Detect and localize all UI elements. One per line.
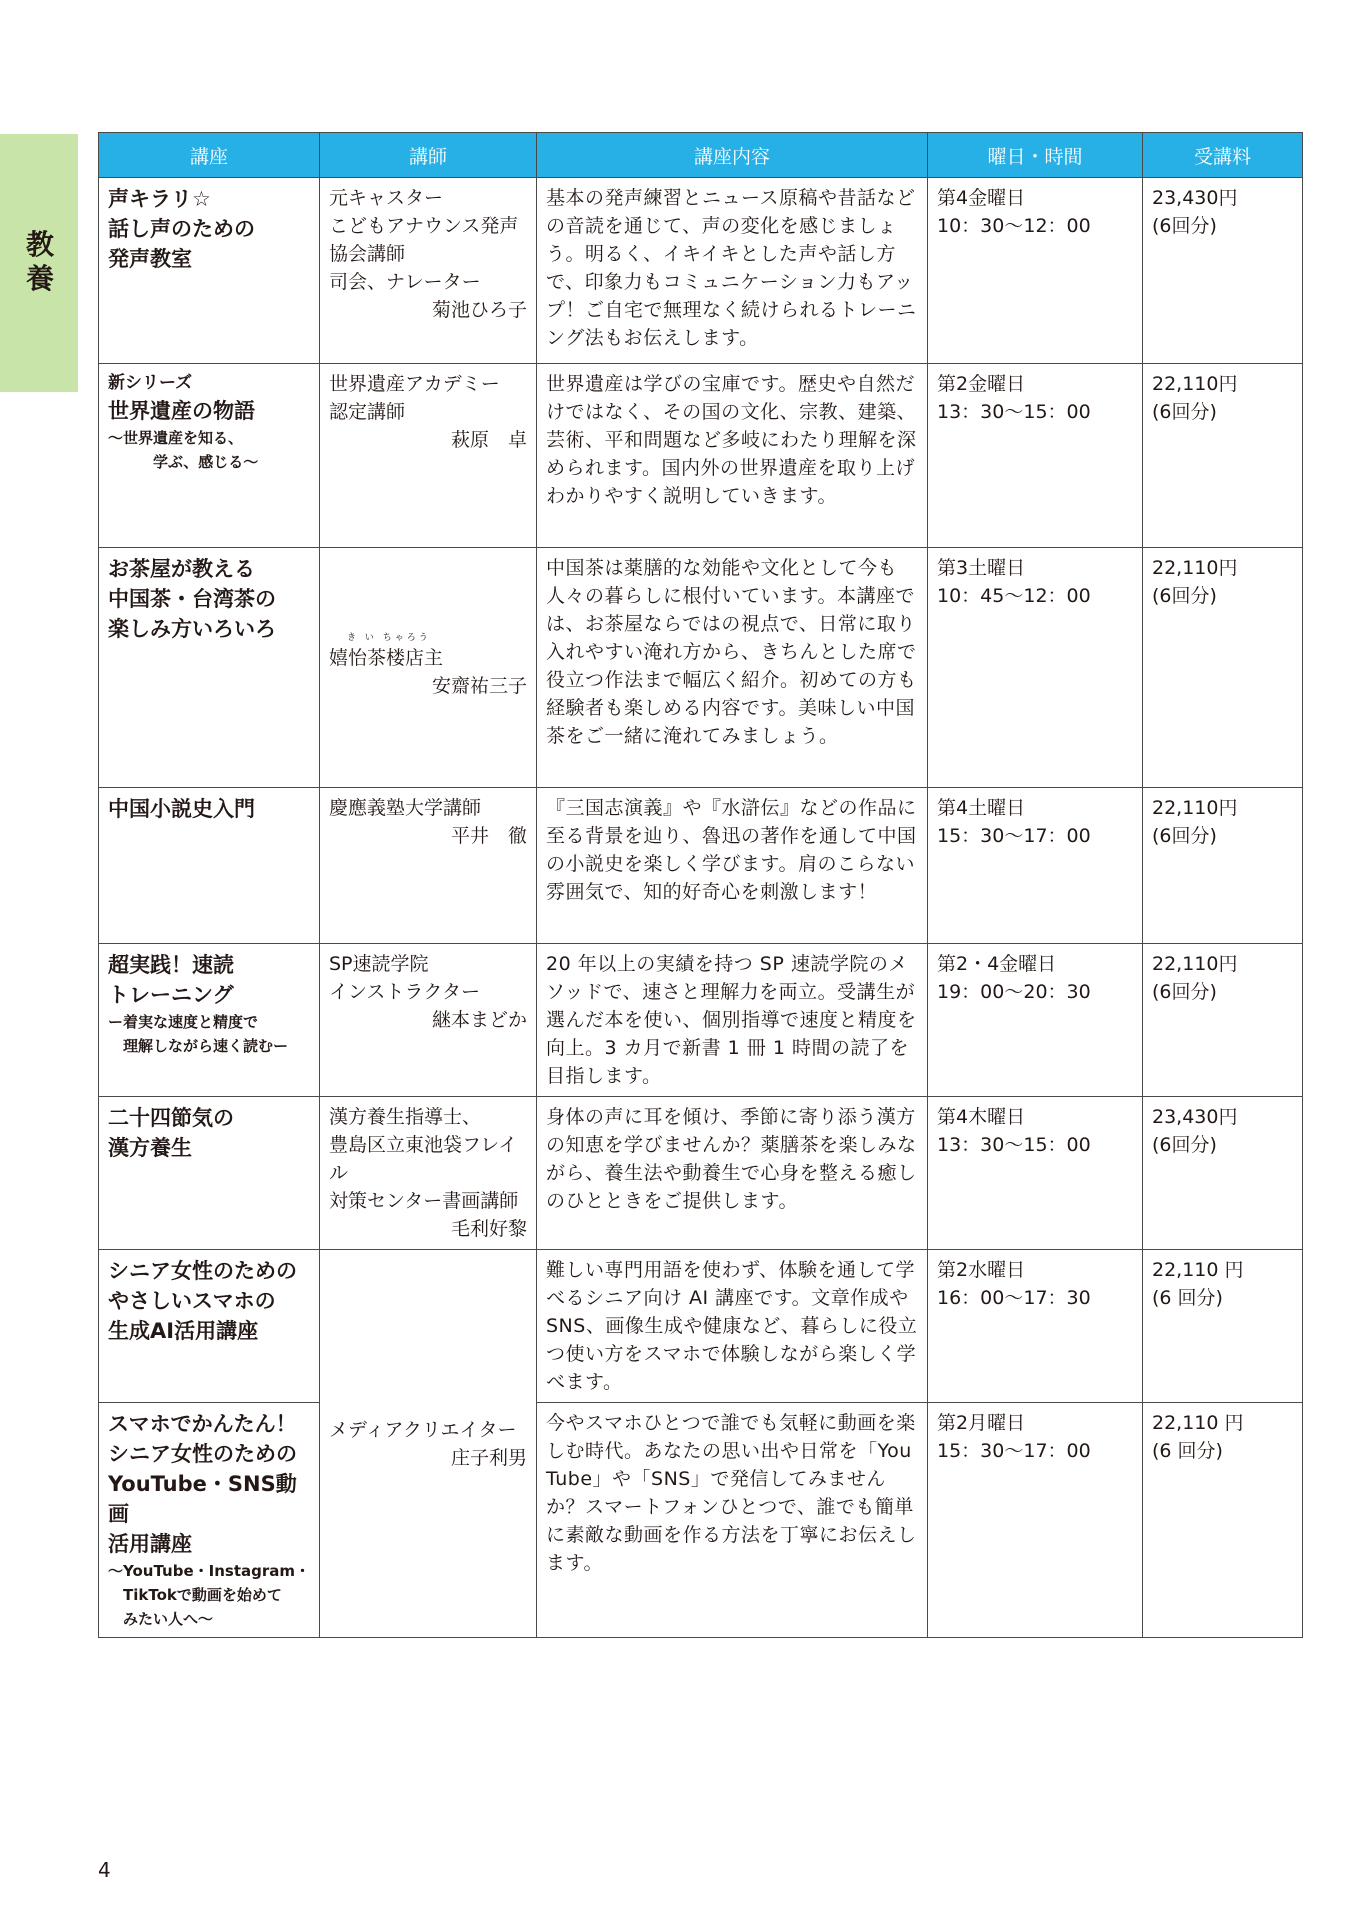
course-title: 声キラリ☆ 話し声のための 発声教室 [108,187,255,271]
course-fee: 23,430円 (6回分) [1143,178,1303,364]
course-schedule: 第2月曜日 15：30〜17：00 [928,1403,1143,1638]
course-subtitle: ー着実な速度と精度で 理解しながら速く読むー [108,1013,289,1055]
header-content: 講座内容 [537,133,928,178]
header-schedule: 曜日・時間 [928,133,1143,178]
instructor-cell [320,1250,537,1638]
course-description: 基本の発声練習とニュース原稿や昔話などの音読を通じて、声の変化を感じましょう。明るく、イキイキとした声や話し方で、印象力もコミュニケーション力もアップ！ご自宅で無理なく続けられるトレーニング法もお伝えします。 [537,178,928,364]
course-title: スマホでかんたん！ シニア女性のための YouTube・SNS動画 活用講座 [108,1412,297,1556]
table-row [99,178,1303,364]
instructor-cell [320,788,537,944]
instructor-cell [320,178,537,364]
course-cell [99,1250,320,1403]
course-table [98,132,1303,1638]
course-title: お茶屋が教える 中国茶・台湾茶の 楽しみ方いろいろ [108,557,276,641]
course-description: 20 年以上の実績を持つ SP 速読学院のメソッドで、速さと理解力を両立。受講生が選んだ本を使い、個別指導で速度と精度を向上。3 カ月で新書 1 冊 1 時間の読了を目指します。 [537,944,928,1097]
page-number: 4 [98,1858,111,1882]
course-fee: 22,110 円 (6 回分) [1143,1403,1303,1638]
course-title: 中国小説史入門 [108,797,255,821]
table-row [99,364,1303,548]
course-schedule: 第2金曜日 13：30〜15：00 [928,364,1143,548]
course-fee: 23,430円 (6回分) [1143,1097,1303,1250]
course-cell [99,548,320,788]
course-fee: 22,110円 (6回分) [1143,548,1303,788]
course-fee: 22,110円 (6回分) [1143,364,1303,548]
instructor-name: 継本まどか [431,1009,527,1031]
header-course: 講座 [99,133,320,178]
course-description: 今やスマホひとつで誰でも気軽に動画を楽しむ時代。あなたの思い出や日常を「YouTube」や「SNS」で発信してみませんか？スマートフォンひとつで、誰でも簡単に素敵な動画を作る方法を丁寧にお伝えします。 [537,1403,928,1638]
course-description: 難しい専門用語を使わず、体験を通して学べるシニア向け AI 講座です。文章作成や SNS、画像生成や健康など、暮らしに役立つ使い方をスマホで体験しながら楽しく学べます。 [537,1250,928,1403]
table-row [99,1097,1303,1250]
table-row [99,1403,1303,1638]
course-title: 二十四節気の 漢方養生 [108,1106,234,1160]
instructor-name: 毛利好黎 [450,1218,527,1240]
instructor-name: 安齋祐三子 [431,675,527,697]
course-fee: 22,110 円 (6 回分) [1143,1250,1303,1403]
instructor-affiliation: 慶應義塾大学講師 [329,797,482,819]
instructor-cell [320,1097,537,1250]
course-title: 世界遺産の物語 [108,399,255,423]
instructor-ruby: き い ちゃろう [347,633,431,643]
table-row [99,1250,1303,1403]
header-instructor: 講師 [320,133,537,178]
course-cell [99,944,320,1097]
instructor-name: 庄子利男 [450,1446,527,1469]
course-title: 超実践！速読 トレーニング [108,953,234,1007]
course-cell [99,364,320,548]
course-schedule: 第2・4金曜日 19：00〜20：30 [928,944,1143,1097]
instructor-cell [320,548,537,788]
course-cell [99,178,320,364]
category-label: 教 養 [25,228,54,295]
course-schedule: 第2水曜日 16：00〜17：30 [928,1250,1143,1403]
course-fee: 22,110円 (6回分) [1143,788,1303,944]
instructor-cell [320,944,537,1097]
course-schedule: 第4土曜日 15：30〜17：00 [928,788,1143,944]
course-description: 『三国志演義』や『水滸伝』などの作品に至る背景を辿り、魯迅の著作を通して中国の小説史を楽しく学びます。肩のこらない雰囲気で、知的好奇心を刺激します！ [537,788,928,944]
instructor-affiliation: SP速読学院 インストラクター [329,953,481,1003]
instructor-affiliation: 世界遺産アカデミー 認定講師 [329,373,500,423]
course-schedule: 第3土曜日 10：45〜12：00 [928,548,1143,788]
table-row [99,548,1303,788]
course-prefix: 新シリーズ [108,373,193,393]
instructor-cell [320,364,537,548]
course-schedule: 第4木曜日 13：30〜15：00 [928,1097,1143,1250]
instructor-affiliation: 嬉怡茶楼店主 [329,647,444,669]
course-description: 世界遺産は学びの宝庫です。歴史や自然だけではなく、その国の文化、宗教、建築、芸術、平和問題など多岐にわたり理解を深められます。国内外の世界遺産を取り上げわかりやすく説明していきます。 [537,364,928,548]
course-fee: 22,110円 (6回分) [1143,944,1303,1097]
table-header-row [99,133,1303,178]
course-description: 中国茶は薬膳的な効能や文化として今も人々の暮らしに根付いています。本講座では、お茶屋ならではの視点で、日常に取り入れやすい淹れ方から、きちんとした席で役立つ作法まで幅広く紹介。初めての方も経験者も楽しめる内容です。美味しい中国茶をご一緒に淹れてみましょう。 [537,548,928,788]
table-row [99,944,1303,1097]
header-fee: 受講料 [1143,133,1303,178]
course-subtitle: 〜YouTube・Instagram・ TikTokで動画を始めて みたい人へ〜 [108,1562,311,1628]
table-row [99,788,1303,944]
instructor-affiliation: 漢方養生指導士、 豊島区立東池袋フレイル 対策センター書画講師 [329,1106,519,1212]
instructor-name: 菊池ひろ子 [431,299,527,321]
course-schedule: 第4金曜日 10：30〜12：00 [928,178,1143,364]
course-subtitle: 〜世界遺産を知る、 学ぶ、感じる〜 [108,429,259,471]
course-cell [99,1403,320,1638]
course-cell [99,788,320,944]
instructor-name: 平井 徹 [450,825,527,847]
instructor-affiliation: メディアクリエイター [329,1418,517,1441]
course-title: シニア女性のための やさしいスマホの 生成AI活用講座 [108,1259,297,1343]
instructor-name: 萩原 卓 [450,429,527,451]
course-description: 身体の声に耳を傾け、季節に寄り添う漢方の知恵を学びませんか？薬膳茶を楽しみながら、養生法や動養生で心身を整える癒しのひとときをご提供します。 [537,1097,928,1250]
instructor-affiliation: 元キャスター こどもアナウンス発声 協会講師 司会、ナレーター [329,187,519,293]
course-cell [99,1097,320,1250]
